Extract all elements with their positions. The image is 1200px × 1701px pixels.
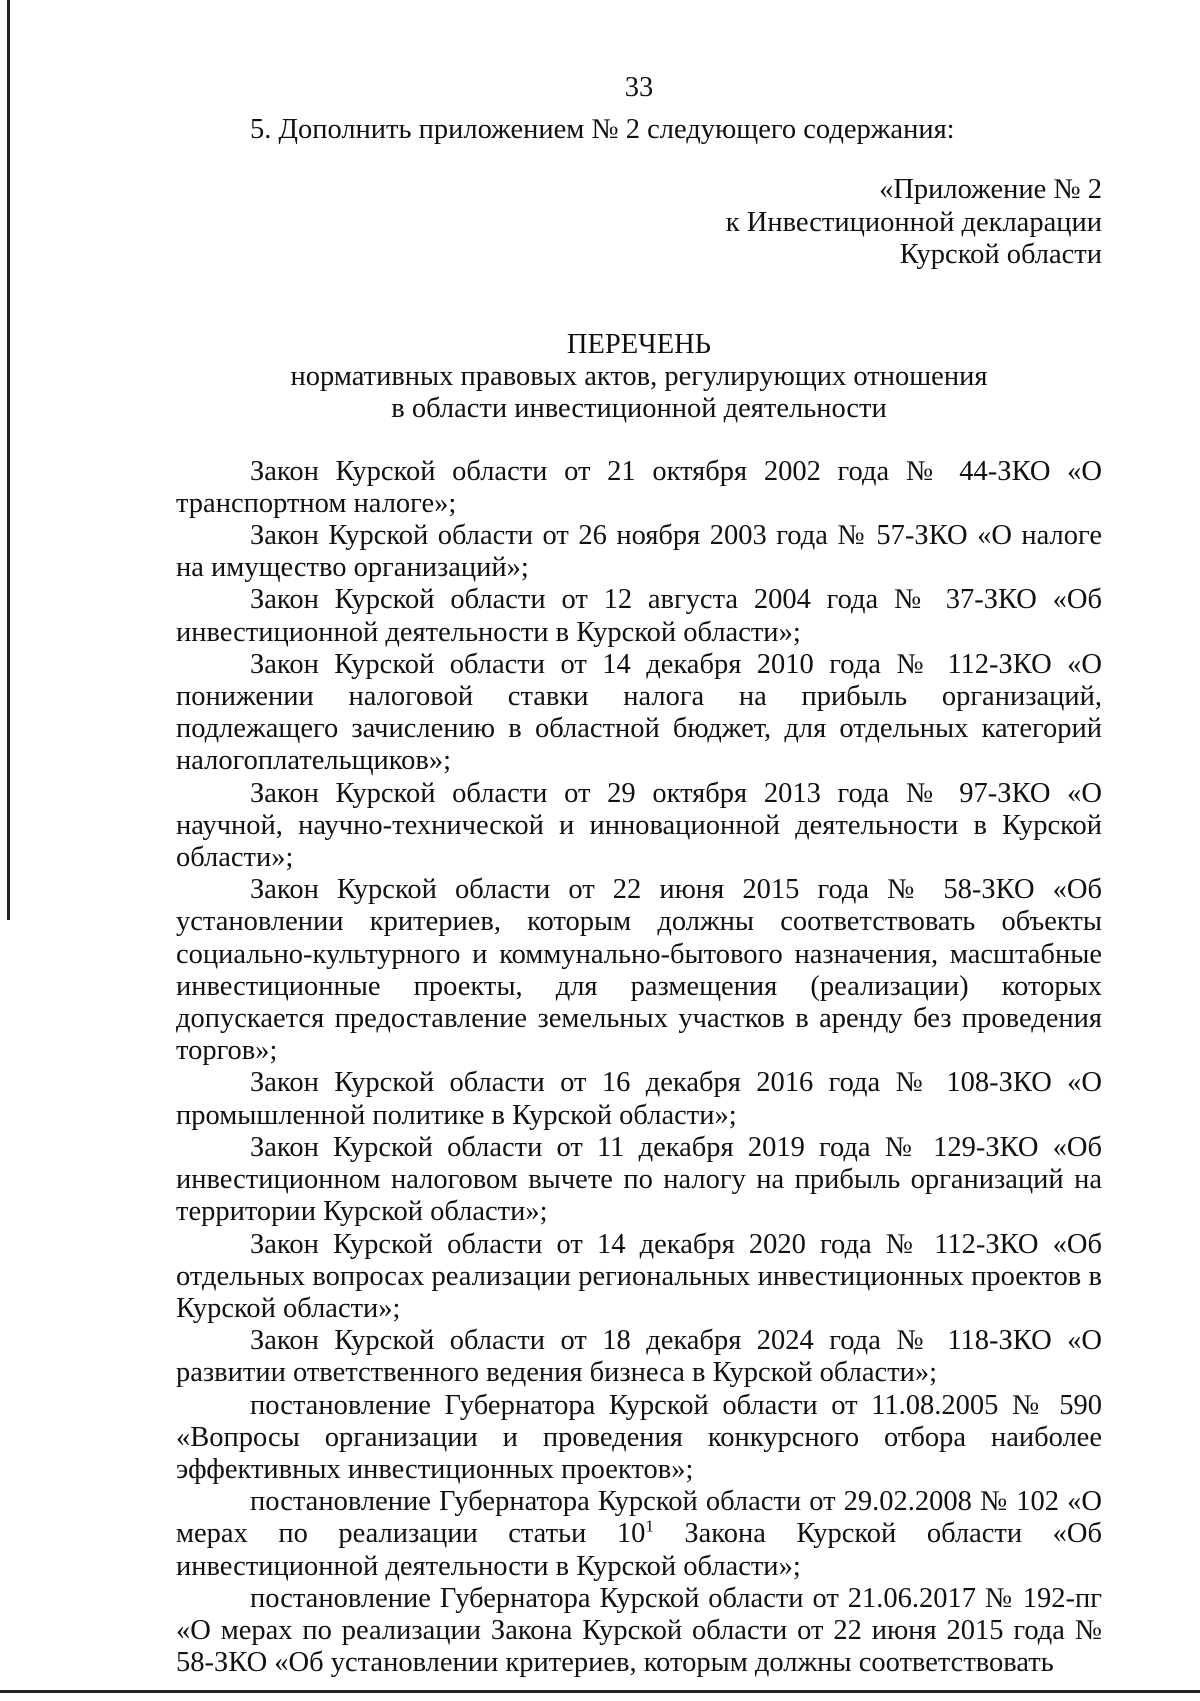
list-item: Закон Курской области от 26 ноября 2003 года № 57-ЗКО «О налоге на имущество организаций»; [176, 520, 1102, 584]
appendix-ref-line: Курской области [899, 238, 1102, 270]
list-item-text: Закона Курской области «Об инвестиционной деятельности в Курской области»; [176, 1518, 1102, 1582]
article-superscript: 1 [645, 1516, 654, 1536]
appendix-reference [176, 174, 1102, 271]
list-item: Закон Курской области от 16 декабря 2016 года № 108-ЗКО «О промышленной политике в Курской области»; [176, 1067, 1102, 1131]
list-item: постановление Губернатора Курской области от 21.06.2017 № 192-пг «О мерах по реализации Закона Курской области от 22 июня 2015 года № 58-ЗКО «Об установлении критериев, которым должны соответствовать [176, 1582, 1102, 1679]
scan-bottom-edge [0, 1690, 1200, 1693]
list-item: Закон Курской области от 14 декабря 2020 года № 112-ЗКО «Об отдельных вопросах реализации региональных инвестиционных проектов в Курской области»; [176, 1228, 1102, 1324]
appendix-ref-line: к Инвестиционной декларации [725, 206, 1102, 238]
document-title: ПЕРЕЧЕНЬ [566, 329, 712, 361]
list-item: Закон Курской области от 12 августа 2004 года № 37-ЗКО «Об инвестиционной деятельности в Курской области»; [176, 584, 1102, 648]
list-item: Закон Курской области от 18 декабря 2024 года № 118-ЗКО «О развитии ответственного ведения бизнеса в Курской области»; [176, 1325, 1102, 1389]
list-item: постановление Губернатора Курской области от 11.08.2005 № 590 «Вопросы организации и проведения конкурсного отбора наиболее эффективных инвестиционных проектов»; [176, 1389, 1102, 1485]
list-item [176, 1486, 1102, 1583]
document-subtitle [176, 361, 1102, 425]
appendix-ref-line: «Приложение № 2 [879, 174, 1102, 206]
document-page [176, 72, 1102, 1679]
list-item-text: постановление Губернатора Курской области от 29.02.2008 № 102 «О мерах по реализации статьи 10 [176, 1486, 1102, 1550]
list-item: Закон Курской области от 14 декабря 2010 года № 112-ЗКО «О понижении налоговой ставки налога на прибыль организаций, подлежащего зачислению в областной бюджет, для отдельных категорий налогоплательщиков»; [176, 648, 1102, 777]
scan-left-edge [7, 0, 10, 920]
list-item: Закон Курской области от 21 октября 2002 года № 44-ЗКО «О транспортном налоге»; [176, 455, 1102, 519]
list-item: Закон Курской области от 11 декабря 2019 года № 129-ЗКО «Об инвестиционном налоговом вычете по налогу на прибыль организаций на территории Курской области»; [176, 1131, 1102, 1228]
list-item: Закон Курской области от 22 июня 2015 года № 58-ЗКО «Об установлении критериев, которым должны соответствовать объекты социально-культурного и коммунально-бытового назначения, масштабные инвестиционные проекты, для размещения (реализации) которых допускается предоставление земельных участков в аренду без проведения торгов»; [176, 874, 1102, 1067]
subtitle-line: нормативных правовых актов, регулирующих отношения [290, 361, 988, 393]
list-item: Закон Курской области от 29 октября 2013 года № 97-ЗКО «О научной, научно-технической и инновационной деятельности в Курской области»; [176, 777, 1102, 874]
legal-acts-list [176, 456, 1102, 1680]
amendment-intro: 5. Дополнить приложением № 2 следующего содержания: [250, 114, 955, 146]
subtitle-line: в области инвестиционной деятельности [391, 393, 887, 425]
page-number: 33 [624, 72, 654, 103]
